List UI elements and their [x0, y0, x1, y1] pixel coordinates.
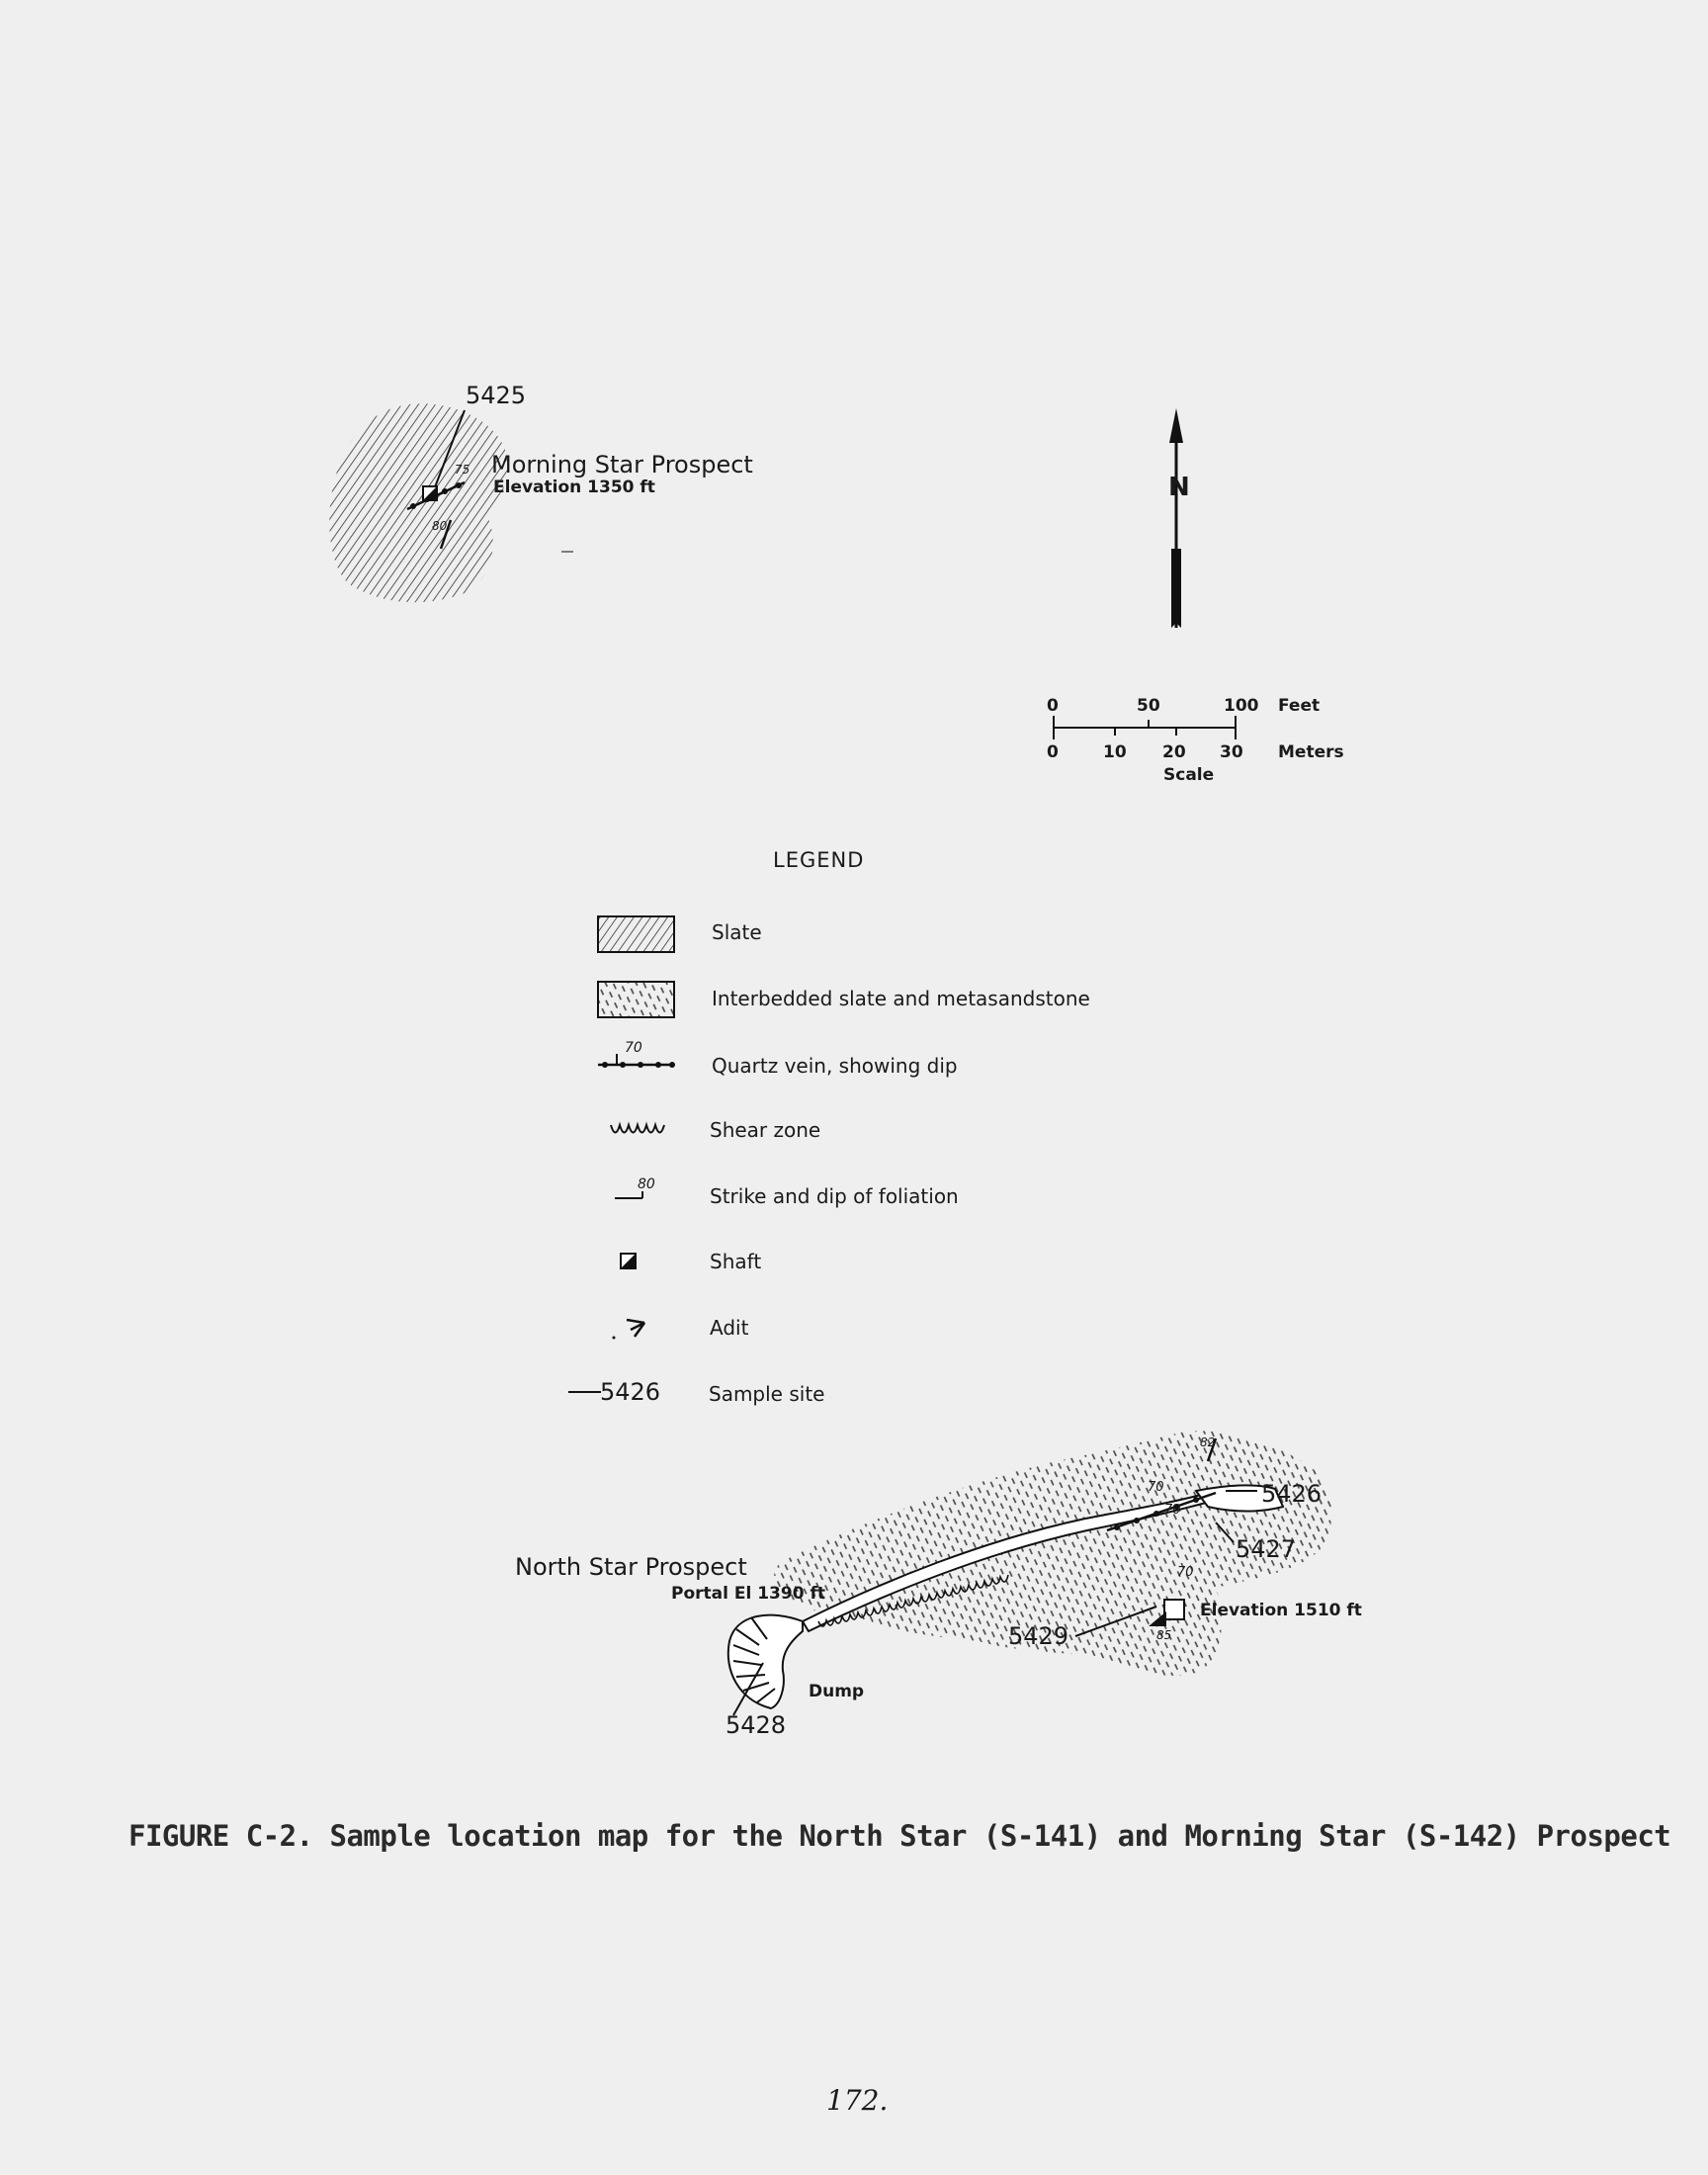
- scale-meters-tick-0: 0: [1047, 742, 1059, 762]
- north-star-dip-70-c: 70: [1177, 1565, 1194, 1580]
- scale-feet-tick-100: 100: [1224, 696, 1259, 716]
- legend-shaft-icon: [621, 1254, 636, 1268]
- scale-meters-tick-20: 20: [1162, 742, 1186, 762]
- morning-star-foliation-dip: 80: [432, 519, 448, 533]
- north-star-dip-82: 82: [1200, 1436, 1216, 1449]
- north-star-portal: Portal El 1390 ft: [671, 1584, 825, 1604]
- north-star-elevation: Elevation 1510 ft: [1200, 1601, 1362, 1620]
- legend-adit-label: Adit: [710, 1316, 749, 1340]
- morning-star-vein-dip: 75: [455, 463, 470, 477]
- legend-interbedded-label: Interbedded slate and metasandstone: [712, 987, 1090, 1010]
- scale-meters-tick-30: 30: [1220, 742, 1243, 762]
- scale-bar: [1054, 716, 1236, 740]
- figure-caption: FIGURE C-2. Sample location map for the North Star (S-141) and Morning Star (S-142) Prospect: [128, 1819, 1671, 1853]
- legend-sample-site-number: 5426: [600, 1378, 661, 1406]
- scale-title: Scale: [1163, 765, 1215, 785]
- north-arrow-icon: [1169, 408, 1183, 628]
- north-star-dip-70-b: 70: [1164, 1503, 1181, 1518]
- sample-5427-label: 5427: [1236, 1535, 1297, 1563]
- north-star-name: North Star Prospect: [515, 1553, 747, 1581]
- page-number: 172.: [826, 2084, 889, 2117]
- scale-feet-tick-0: 0: [1047, 696, 1059, 716]
- legend-adit-icon: [613, 1320, 645, 1340]
- sample-5429-label: 5429: [1008, 1622, 1069, 1650]
- legend-quartz-vein-label: Quartz vein, showing dip: [712, 1054, 958, 1078]
- north-star-dip-85: 85: [1156, 1628, 1172, 1642]
- legend-slate-label: Slate: [712, 920, 762, 944]
- scale-meters-tick-10: 10: [1103, 742, 1127, 762]
- legend-quartz-vein-icon: [598, 1054, 675, 1068]
- legend-shaft-label: Shaft: [710, 1250, 762, 1273]
- morning-star-elevation: Elevation 1350 ft: [493, 478, 655, 497]
- north-arrow-label: N: [1168, 473, 1190, 502]
- legend-title: LEGEND: [773, 848, 865, 872]
- sample-5425-label: 5425: [466, 382, 527, 409]
- legend-foliation-dip: 80: [638, 1176, 655, 1192]
- sample-5428-label: 5428: [726, 1711, 787, 1739]
- legend-interbedded-swatch: [598, 982, 674, 1017]
- sample-5426-label: 5426: [1261, 1480, 1323, 1508]
- morning-star-name: Morning Star Prospect: [491, 451, 753, 478]
- legend-slate-swatch: [598, 916, 674, 952]
- scale-meters-unit: Meters: [1278, 742, 1344, 762]
- scale-feet-tick-50: 50: [1137, 696, 1160, 716]
- legend-shear-zone-label: Shear zone: [710, 1118, 821, 1142]
- legend-foliation-icon: [615, 1191, 642, 1198]
- legend-quartz-dip: 70: [625, 1040, 642, 1056]
- north-star-dump-label: Dump: [809, 1682, 865, 1701]
- scale-feet-unit: Feet: [1278, 696, 1321, 716]
- legend-sample-site-label: Sample site: [709, 1382, 825, 1406]
- north-star-dip-70-a: 70: [1148, 1480, 1164, 1495]
- legend-shear-zone-icon: [611, 1125, 664, 1133]
- legend-foliation-label: Strike and dip of foliation: [710, 1184, 959, 1208]
